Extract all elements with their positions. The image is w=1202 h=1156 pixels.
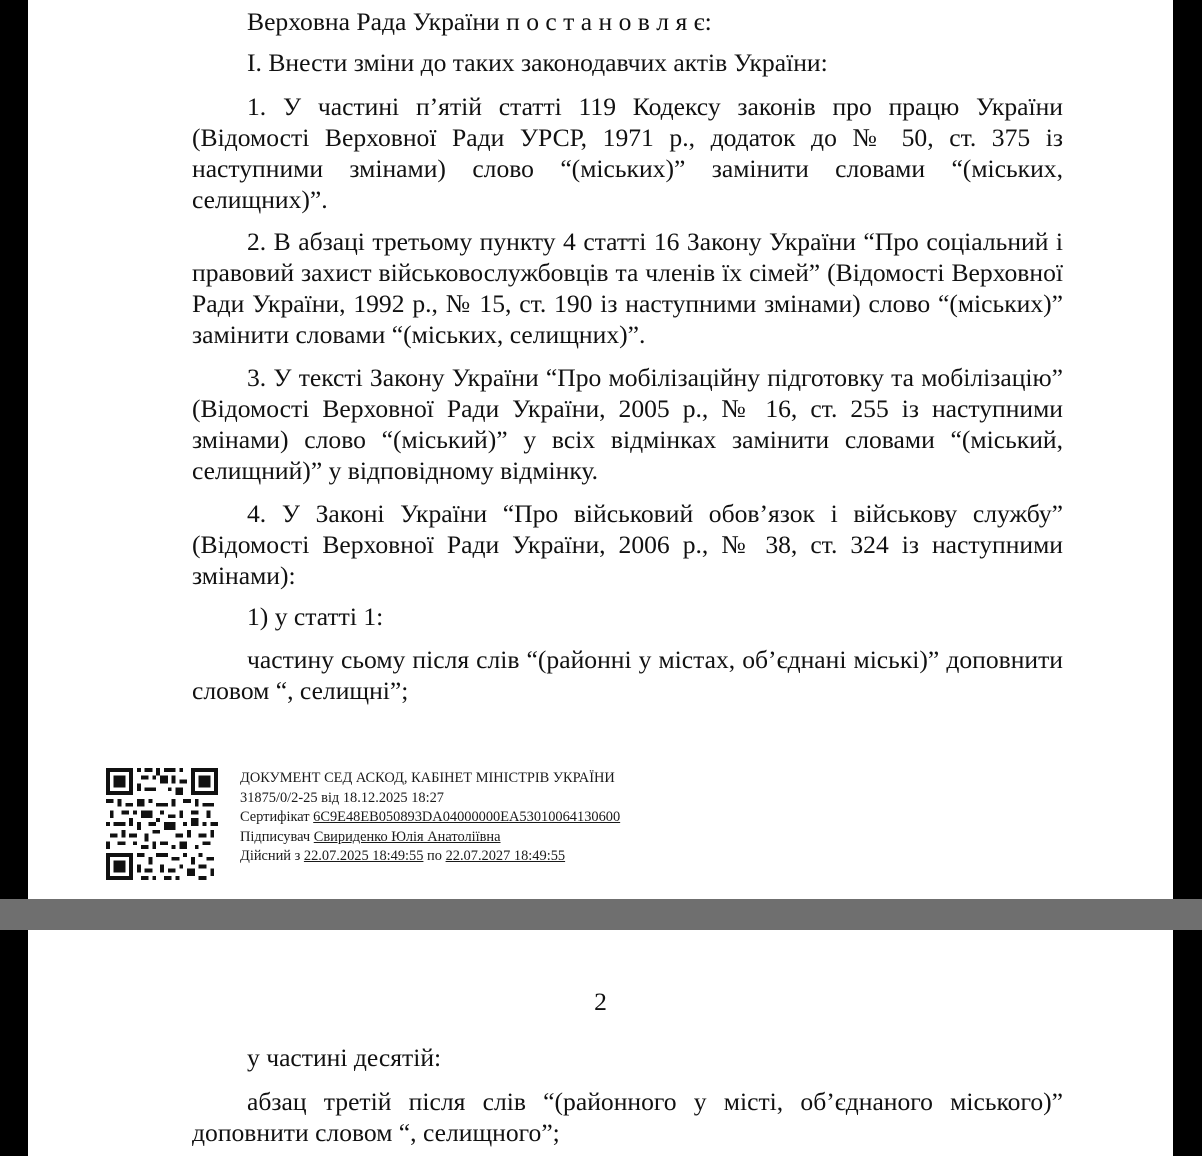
page-number: 2 bbox=[594, 987, 607, 1016]
stamp-title: ДОКУМЕНТ СЕД АСКОД, КАБІНЕТ МІНІСТРІВ УКРАЇНИ bbox=[240, 770, 615, 786]
stamp-validity: Дійсний з 22.07.2025 18:49:55 по 22.07.2027 18:49:55 bbox=[240, 848, 566, 865]
stamp-signer: Підписувач Свириденко Юлія Анатоліївна bbox=[240, 828, 501, 845]
page-separator bbox=[0, 899, 1202, 930]
subitem-1-text: частину сьому після слів “(районні у містах, об’єднані міські)” доповнити словом “, селищні”; bbox=[192, 645, 1063, 705]
resolution-intro: Верховна Рада України п о с т а н о в л я є: bbox=[247, 7, 712, 36]
paragraph-part-ten: абзац третій після слів “(районного у місті, об’єднаного міського)” доповнити словом “, селищного”; bbox=[192, 1087, 1063, 1147]
signer-link[interactable]: Свириденко Юлія Анатоліївна bbox=[313, 828, 501, 845]
paragraph-item-2: 2. В абзаці третьому пункту 4 статті 16 Закону України “Про соціальний і правовий захист військовослужбовців та членів їх сімей” (Відомості Верховної Ради України, 1992 р., № 15, ст. 190 із наступними змінами) слово “(міських)” замінити словами “(міських, селищних)”. bbox=[192, 227, 1063, 349]
valid-to-link[interactable]: 22.07.2027 18:49:55 bbox=[445, 848, 566, 865]
paragraph-item-4: 4. У Законі України “Про військовий обов’язок і військову службу” (Відомості Верховної Ради України, 2006 р., № 38, ст. 324 із наступними змінами): bbox=[192, 499, 1063, 590]
section-heading: І. Внести зміни до таких законодавчих актів України: bbox=[247, 48, 828, 77]
paragraph-item-1: 1. У частині п’ятій статті 119 Кодексу законів про працю України (Відомості Верховної Ради УРСР, 1971 р., додаток до № 50, ст. 375 із наступними змінами) слово “(міських)” замінити словами “(міських, селищних)”. bbox=[192, 92, 1063, 214]
stamp-registration: 31875/0/2-25 від 18.12.2025 18:27 bbox=[240, 789, 444, 806]
valid-from-link[interactable]: 22.07.2025 18:49:55 bbox=[303, 848, 424, 865]
subitem-1: 1) у статті 1: bbox=[247, 602, 384, 631]
part-ten-heading: у частині десятій: bbox=[247, 1043, 442, 1072]
paragraph-item-3: 3. У тексті Закону України “Про мобілізаційну підготовку та мобілізацію” (Відомості Верховної Ради України, 2005 р., № 16, ст. 255 із наступними змінами) слово “(міський)” у всіх відмінках замінити словами “(міський, селищний)” у відповідному відмінку. bbox=[192, 363, 1063, 485]
document-page-1 bbox=[28, 0, 1173, 899]
document-page-2 bbox=[28, 930, 1173, 1156]
certificate-link[interactable]: 6C9E48EB050893DA04000000EA53010064130600 bbox=[313, 809, 621, 826]
qr-code-icon bbox=[106, 768, 218, 880]
stamp-certificate: Сертифікат 6C9E48EB050893DA04000000EA53010064130600 bbox=[240, 809, 621, 826]
digital-signature-stamp bbox=[240, 769, 620, 867]
